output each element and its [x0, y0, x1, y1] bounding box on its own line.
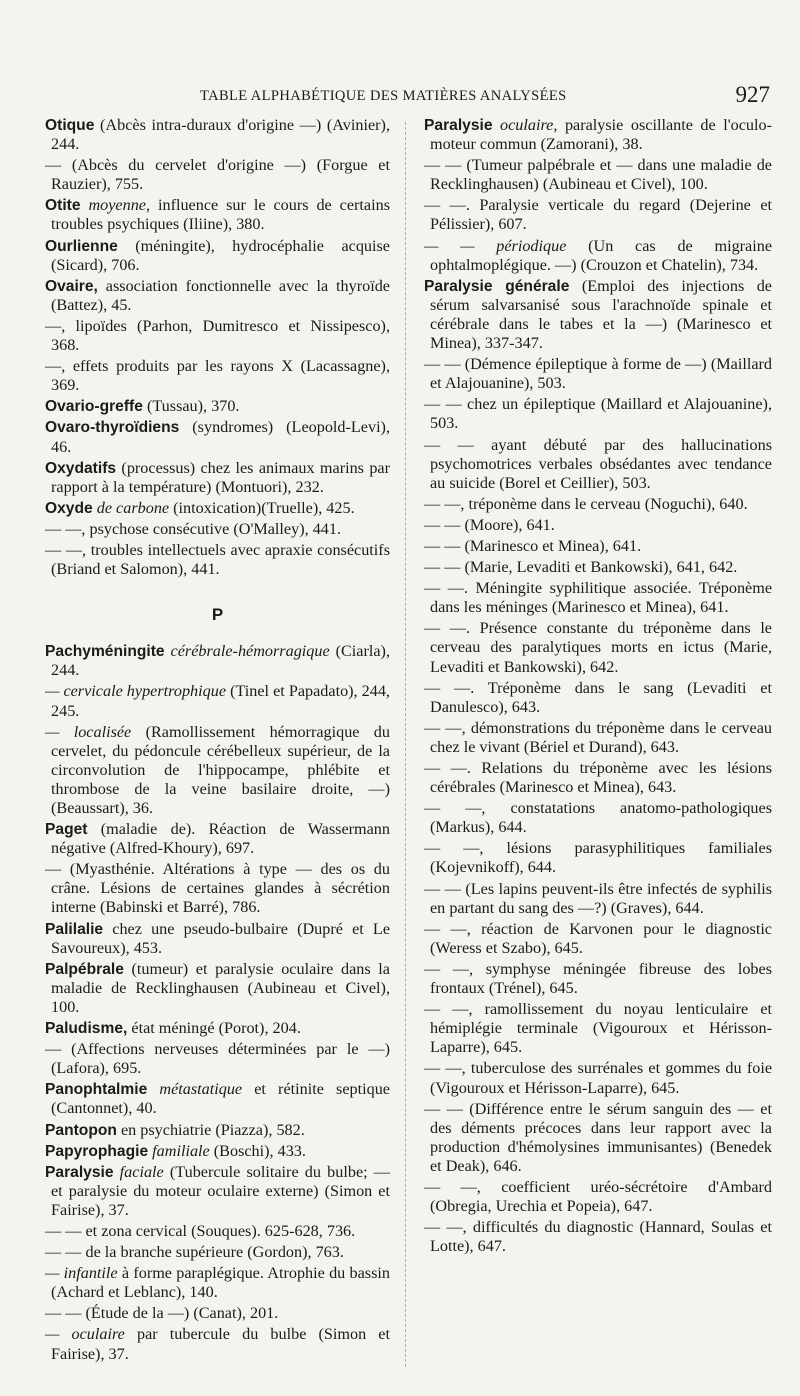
index-entry: [424, 355, 772, 393]
entry-qualifier: faciale: [113, 1162, 164, 1181]
entry-keyword: Pachyméningite: [45, 643, 165, 661]
entry-keyword: Paget: [45, 821, 88, 839]
entry-text: — —, ramollissement du noyau lenticulaire et hémiplégie terminale (Vigouroux et Hérisson-Laparre), 645.: [424, 1000, 772, 1057]
entries-p: [45, 642, 390, 1363]
entry-text: — — (Différence entre le sérum sanguin des — et des déments précoces dans leur rapport avec la production d'hémolysines immunisantes) (Benedek et Deak), 646.: [424, 1099, 772, 1175]
entry-text: — —, symphyse méningée fibreuse des lobes frontaux (Trénel), 645.: [424, 959, 772, 998]
entry-text: — — (Les lapins peuvent-ils être infectés de syphilis en partant du sang des —?) (Graves), 644.: [424, 879, 772, 917]
index-entry: [45, 357, 390, 395]
entry-text: — —, constatations anatomo-pathologiques (Markus), 644.: [424, 799, 772, 837]
page-header: [40, 82, 770, 112]
index-entry: [45, 520, 390, 539]
entry-text: — — (Étude de la —) (Canat), 201.: [45, 1304, 279, 1323]
page-number: 927: [735, 82, 770, 107]
index-entry: [45, 156, 390, 194]
index-entry: [424, 116, 772, 154]
entry-keyword: Otique: [45, 117, 95, 134]
index-entry: [45, 642, 390, 680]
index-entry: [424, 436, 772, 493]
index-entry: [45, 1325, 390, 1363]
index-entry: [424, 237, 772, 275]
entry-text: (Abcès intra-duraux d'origine —) (Avinier), 244.: [51, 116, 390, 154]
index-entry: [424, 759, 772, 797]
entry-qualifier: — cervicale hypertrophique: [45, 682, 227, 701]
entry-text: — (Abcès du cervelet d'origine —) (Forgue et Rauzier), 755.: [45, 156, 390, 194]
index-entry: [424, 719, 772, 757]
entry-text: — —, troubles intellectuels avec apraxie consécutifs (Briand et Salomon), 441.: [45, 540, 390, 579]
entry-text: — —, coefficient uréo-sécrétoire d'Ambard (Obregia, Urechia et Popeia), 647.: [424, 1177, 772, 1216]
entry-text: à forme paraplégique. Atrophie du bassin (Achard et Leblanc), 140.: [51, 1264, 390, 1302]
index-entry: [45, 459, 390, 497]
entry-text: (maladie de). Réaction de Wassermann négative (Alfred-Khoury), 697.: [51, 820, 390, 858]
entry-text: — —. Tréponème dans le sang (Levaditi et Danulesco), 643.: [424, 678, 772, 716]
entry-keyword: Ourlienne: [45, 237, 118, 255]
entry-keyword: Palpébrale: [45, 960, 124, 978]
entry-text: — — de la branche supérieure (Gordon), 763.: [45, 1243, 344, 1262]
entry-text: — —. Paralysie verticale du regard (Dejerine et Pélissier), 607.: [424, 196, 772, 234]
index-entry: [45, 116, 390, 154]
entry-qualifier: oculaire,: [492, 116, 558, 134]
index-entry: [45, 1304, 390, 1323]
index-entry: [424, 920, 772, 958]
entry-text: — —, difficultés du diagnostic (Hannard, Soulas et Lotte), 647.: [424, 1218, 772, 1256]
index-entry: [424, 196, 772, 234]
entry-text: en psychiatrie (Piazza), 582.: [116, 1120, 305, 1139]
entry-text: (Tussau), 370.: [142, 397, 240, 416]
entry-text: (méningite), hydrocéphalie acquise (Sicard), 706.: [51, 236, 390, 274]
entries-paralysie: [424, 116, 772, 1256]
entry-text: par tubercule du bulbe (Simon et Fairise), 37.: [51, 1325, 390, 1363]
entry-text: — —. Méningite syphilitique associée. Tréponème dans les méninges (Marinesco et Minea), 641.: [424, 579, 772, 617]
index-entry: [45, 1163, 390, 1220]
entry-text: (Boschi), 433.: [209, 1141, 306, 1160]
entry-text: (intoxication)(Truelle), 425.: [169, 498, 355, 517]
index-entry: [424, 277, 772, 353]
index-entry: [45, 541, 390, 579]
index-entry: [424, 1218, 772, 1256]
entry-text: — —, tréponème dans le cerveau (Noguchi), 640.: [424, 494, 748, 513]
entry-qualifier: familiale: [148, 1141, 210, 1160]
index-entry: [45, 723, 390, 818]
index-entry: [45, 920, 390, 958]
entry-text: influence sur le cours de certains troubles psychiques (Iliine), 380.: [51, 196, 390, 234]
section-letter: P: [211, 605, 224, 625]
entry-text: — —, lésions parasyphilitiques familiales (Kojevnikoff), 644.: [424, 839, 772, 877]
index-entry: [424, 1100, 772, 1176]
entry-text: — — et zona cervical (Souques). 625-628, 736.: [45, 1221, 356, 1240]
index-entry: [424, 799, 772, 837]
entry-text: (Ciarla), 244.: [51, 642, 390, 680]
entry-text: — —. Relations du tréponème avec les lésions cérébrales (Marinesco et Minea), 643.: [424, 759, 772, 797]
entry-keyword: Ovaire,: [45, 277, 98, 295]
index-entry: [424, 679, 772, 717]
entry-text: (Tubercule solitaire du bulbe; — et paralysie du moteur oculaire externe) (Simon et Fairise), 37.: [51, 1162, 390, 1219]
entry-text: (Ramollissement hémorragique du cervelet, du pédoncule cérébelleux supérieur, de la circonvolution de l'hippocampe, phlébite et thrombose de la veine basilaire droite, —) (Beaussart), 36.: [51, 722, 390, 817]
index-entry: [45, 1222, 390, 1241]
entry-qualifier: de carbone: [92, 498, 170, 517]
entry-keyword: Paralysie: [45, 1163, 114, 1181]
index-entry: [45, 820, 390, 858]
entry-text: (tumeur) et paralysie oculaire dans la maladie de Recklinghausen (Aubineau et Civel), 100.: [51, 959, 390, 1016]
index-entry: [424, 558, 772, 577]
entry-text: — — (Démence épileptique à forme de —) (Maillard et Alajouanine), 503.: [424, 355, 772, 393]
entry-text: —, lipoïdes (Parhon, Dumitresco et Nissipesco), 368.: [45, 316, 390, 355]
entry-text: — —, démonstrations du tréponème dans le cerveau chez le vivant (Bériel et Durand), 643.: [424, 718, 772, 756]
running-title: TABLE ALPHABÉTIQUE DES MATIÈRES ANALYSÉES: [200, 88, 567, 104]
index-entry: [45, 196, 390, 234]
right-column: [424, 116, 772, 1258]
entry-keyword: Otite: [45, 197, 81, 215]
entry-text: — —, tuberculose des surrénales et gommes du foie (Vigouroux et Hérisson-Laparre), 645.: [424, 1059, 772, 1097]
entry-qualifier: — — périodique: [424, 236, 567, 255]
entry-keyword: Panophtalmie: [45, 1081, 148, 1099]
index-entry: [45, 397, 390, 416]
entry-keyword: Paludisme,: [45, 1020, 128, 1038]
index-entry: [45, 860, 390, 917]
index-entry: [45, 1019, 390, 1038]
index-entry: [424, 880, 772, 918]
entry-qualifier: — localisée: [45, 722, 132, 741]
index-entry: [45, 277, 390, 315]
entry-text: (processus) chez les animaux marins par rapport à la température) (Montuori), 232.: [51, 458, 390, 496]
entry-keyword: Oxydatifs: [45, 459, 117, 477]
index-entry: [424, 579, 772, 617]
entry-text: (Un cas de migraine ophtalmoplégique. —) (Crouzon et Chatelin), 734.: [430, 236, 773, 274]
entry-keyword: Paralysie: [424, 117, 493, 134]
entry-text: — — ayant débuté par des hallucinations psychomotrices verbales obsédantes avec tendance au suicide (Borel et Ceillier), 503.: [424, 435, 772, 492]
index-entry: [45, 499, 390, 518]
entry-qualifier: — oculaire: [45, 1325, 125, 1344]
index-entry: [424, 1178, 772, 1216]
entry-text: paralysie oscillante de l'oculo-moteur commun (Zamorani), 38.: [430, 116, 772, 154]
entry-text: chez une pseudo-bulbaire (Dupré et Le Savoureux), 453.: [51, 919, 390, 957]
entry-text: (Tinel et Papadato), 244, 245.: [51, 682, 390, 720]
entry-text: — — (Moore), 641.: [424, 515, 555, 534]
entry-qualifier: moyenne,: [80, 196, 151, 215]
entry-keyword: Ovaro-thyroïdiens: [45, 419, 180, 437]
entry-text: — —, psychose consécutive (O'Malley), 441.: [45, 519, 342, 538]
entry-text: — — (Marie, Levaditi et Bankowski), 641, 642.: [424, 558, 738, 577]
index-entry: [45, 237, 390, 275]
column-separator: [405, 122, 406, 1367]
entry-text: association fonctionnelle avec la thyroïde (Battez), 45.: [51, 276, 390, 314]
index-entry: [424, 537, 772, 556]
index-entry: [45, 1142, 390, 1161]
entry-text: et rétinite septique (Cantonnet), 40.: [51, 1080, 390, 1118]
entry-text: —, effets produits par les rayons X (Lacassagne), 369.: [45, 357, 390, 395]
index-entry: [45, 1264, 390, 1302]
entry-keyword: Ovario-greffe: [45, 398, 143, 416]
index-entry: [45, 960, 390, 1017]
entry-text: (Emploi des injections de sérum salvarsanisé sous l'arachnoïde spinale et cérébrale dans le tabes et la —) (Marinesco et Minea), 337-347.: [430, 276, 772, 353]
index-entry: [424, 619, 772, 676]
index-entry: [45, 418, 390, 456]
entry-qualifier: — infantile: [45, 1264, 118, 1283]
entry-text: (syndromes) (Leopold-Levi), 46.: [51, 418, 390, 456]
entry-text: — —. Présence constante du tréponème dans le cerveau des paralytiques morts en ictus (Marie, Levaditi et Bankowski), 642.: [424, 619, 772, 676]
left-column: [45, 116, 390, 1366]
entry-keyword: Pantopon: [45, 1121, 117, 1139]
entry-text: — — (Marinesco et Minea), 641.: [424, 536, 642, 555]
entry-text: — — chez un épileptique (Maillard et Alajouanine), 503.: [424, 395, 772, 433]
index-entry: [424, 1059, 772, 1097]
entry-text: — (Affections nerveuses déterminées par le —) (Lafora), 695.: [45, 1040, 390, 1078]
index-entry: [424, 395, 772, 433]
index-entry: [45, 1243, 390, 1262]
index-entry: [424, 1000, 772, 1057]
entry-text: état méningé (Porot), 204.: [127, 1019, 301, 1038]
entry-keyword: Paralysie générale: [424, 277, 570, 295]
index-entry: [424, 156, 772, 194]
index-entry: [424, 516, 772, 535]
index-entry: [45, 1080, 390, 1118]
entry-text: — — (Tumeur palpébrale et — dans une maladie de Recklinghausen) (Aubineau et Civel), 100.: [424, 156, 772, 194]
entry-qualifier: cérébrale-hémorragique: [164, 642, 330, 661]
index-entry: [424, 960, 772, 998]
index-entry: [424, 495, 772, 514]
entry-keyword: Oxyde: [45, 499, 93, 517]
index-entry: [45, 1040, 390, 1078]
entry-text: — —, réaction de Karvonen pour le diagnostic (Weress et Szabo), 645.: [424, 919, 772, 957]
entry-qualifier: métastatique: [147, 1080, 243, 1099]
entries-o: [45, 116, 390, 579]
entry-keyword: Papyrophagie: [45, 1142, 149, 1160]
index-entry: [424, 839, 772, 877]
index-entry: [45, 317, 390, 355]
index-entry: [45, 682, 390, 720]
entry-keyword: Palilalie: [45, 920, 104, 938]
entry-text: — (Myasthénie. Altérations à type — des os du crâne. Lésions de certaines glandes à sécrétion interne (Babinski et Barré), 786.: [45, 860, 390, 917]
index-entry: [45, 1121, 390, 1140]
